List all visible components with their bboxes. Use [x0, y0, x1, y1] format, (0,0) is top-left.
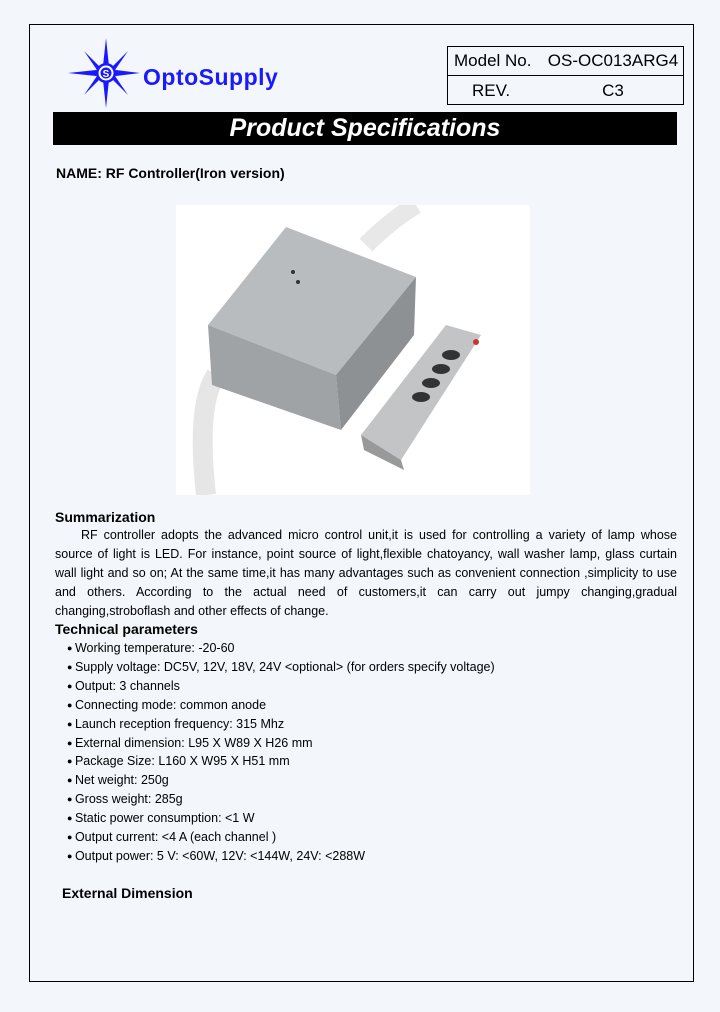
model-label: Model No. — [454, 51, 532, 70]
summarization-heading: Summarization — [55, 509, 156, 525]
list-item: ● Launch reception frequency: 315 Mhz — [67, 715, 495, 734]
list-item: ● Static power consumption: <1 W — [67, 809, 495, 828]
list-item: ● Package Size: L160 X W95 X H51 mm — [67, 752, 495, 771]
list-item: ● Output current: <4 A (each channel ) — [67, 828, 495, 847]
list-item: ● Gross weight: 285g — [67, 790, 495, 809]
list-item: ● Supply voltage: DC5V, 12V, 18V, 24V <optional> (for orders specify voltage) — [67, 658, 495, 677]
page-title: Product Specifications — [53, 112, 677, 145]
product-photo — [176, 205, 530, 495]
list-item: ● Net weight: 250g — [67, 771, 495, 790]
list-item: ● Output power: 5 V: <60W, 12V: <144W, 24V: <288W — [67, 847, 495, 866]
rev-label: REV. — [472, 80, 511, 100]
list-item: ● External dimension: L95 X W89 X H26 mm — [67, 734, 495, 753]
company-name: OptoSupply — [143, 64, 279, 90]
technical-heading: Technical parameters — [55, 621, 198, 637]
technical-list — [67, 639, 495, 866]
model-value: OS-OC013ARG4 — [547, 51, 679, 70]
summarization-text: RF controller adopts the advanced micro control unit,it is used for controlling a variety of lamp whose source of light is LED. For instance, point source of light,flexible chatoyancy, wall washer lamp, glass curtain wall light and so on; At the same time,it has many advantages such as convenient connection ,simplicity to use and others. According to the actual need of customers,it can carry out jumpy changing,gradual changing,stroboflash and other effects of change. — [55, 528, 677, 618]
list-item: ● Output: 3 channels — [67, 677, 495, 696]
rev-value: C3 — [602, 80, 624, 100]
external-dimension-heading: External Dimension — [62, 885, 193, 901]
list-item: ● Connecting mode: common anode — [67, 696, 495, 715]
svg-text:S: S — [102, 69, 110, 80]
model-table — [447, 46, 684, 105]
product-name: NAME: RF Controller(Iron version) — [56, 165, 285, 181]
list-item: ● Working temperature: -20-60 — [67, 639, 495, 658]
